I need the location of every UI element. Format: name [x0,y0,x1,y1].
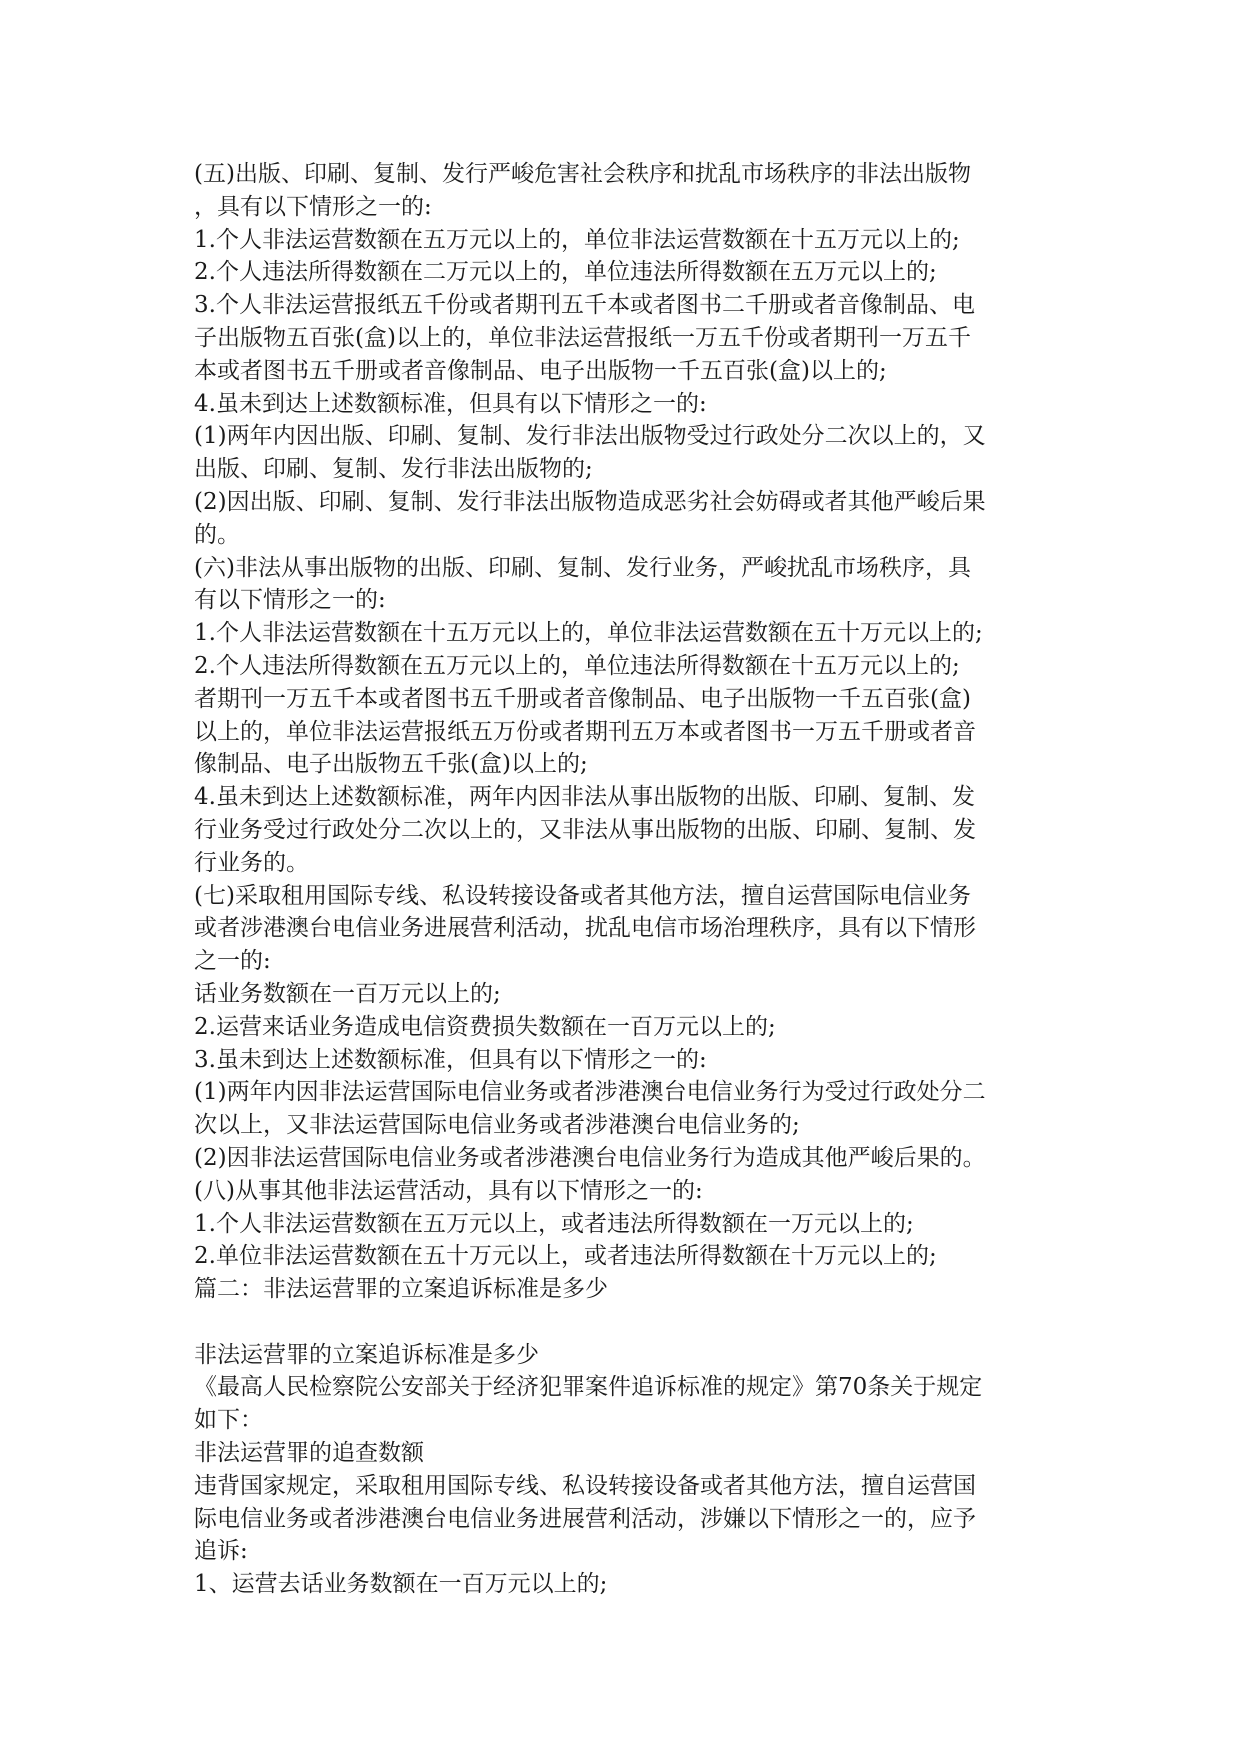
text-line: 像制品、电子出版物五千张(盒)以上的; [194,751,588,778]
text-line: 2.运营来话业务造成电信资费损失数额在一百万元以上的; [194,1013,776,1040]
text-line: 际电信业务或者涉港澳台电信业务进展营利活动，涉嫌以下情形之一的，应予 [194,1505,976,1532]
text-line: (七)采取租用国际专线、私设转接设备或者其他方法，擅自运营国际电信业务 [194,882,971,909]
text-line: 2.个人违法所得数额在五万元以上的，单位违法所得数额在十五万元以上的; [194,652,960,679]
text-line: (五)出版、印刷、复制、发行严峻危害社会秩序和扰乱市场秩序的非法出版物 [194,161,971,187]
text-line: (六)非法从事出版物的出版、印刷、复制、发行业务，严峻扰乱市场秩序，具 [194,554,971,581]
text-line: 话业务数额在一百万元以上的; [194,980,501,1007]
text-line: 2.个人违法所得数额在二万元以上的，单位违法所得数额在五万元以上的; [194,259,937,286]
text-line: 追诉: [194,1538,248,1565]
text-line: 有以下情形之一的: [194,587,386,614]
text-line: 行业务受过行政处分二次以上的，又非法从事出版物的出版、印刷、复制、发 [194,816,976,843]
text-line: 1、运营去话业务数额在一百万元以上的; [194,1571,608,1598]
text-line: 如下： [194,1407,263,1434]
text-line: 行业务的。 [194,849,309,876]
text-line: 《最高人民检察院公安部关于经济犯罪案件追诉标准的规定》第70条关于规定 [194,1374,983,1401]
text-line: 子出版物五百张(盒)以上的，单位非法运营报纸一万五千份或者期刊一万五千 [194,324,971,351]
text-line: 1.个人非法运营数额在五万元以上的，单位非法运营数额在十五万元以上的; [194,226,960,253]
text-line: 违背国家规定，采取租用国际专线、私设转接设备或者其他方法，擅自运营国 [194,1472,976,1499]
text-line: (2)因非法运营国际电信业务或者涉港澳台电信业务行为造成其他严峻后果的。 [194,1144,986,1171]
text-line: (八)从事其他非法运营活动，具有以下情形之一的: [194,1177,703,1204]
text-line: 或者涉港澳台电信业务进展营利活动，扰乱电信市场治理秩序，具有以下情形 [194,915,976,942]
text-line: 非法运营罪的追查数额 [194,1440,424,1467]
text-line: 非法运营罪的立案追诉标准是多少 [194,1341,539,1368]
document-body [194,158,1054,1601]
text-line: 次以上，又非法运营国际电信业务或者涉港澳台电信业务的; [194,1112,800,1139]
text-line: 4.虽未到达上述数额标准，两年内因非法从事出版物的出版、印刷、复制、发 [194,784,975,811]
text-line: ，具有以下情形之一的: [194,193,432,220]
blank-line [194,1306,1054,1339]
text-line: 本或者图书五千册或者音像制品、电子出版物一千五百张(盒)以上的; [194,357,887,384]
text-line: 以上的，单位非法运营报纸五万份或者期刊五万本或者图书一万五千册或者音 [194,718,976,745]
text-line: 1.个人非法运营数额在十五万元以上的，单位非法运营数额在五十万元以上的; [194,620,983,647]
text-line: 4.虽未到达上述数额标准，但具有以下情形之一的: [194,390,707,417]
text-line: (1)两年内因出版、印刷、复制、发行非法出版物受过行政处分二次以上的，又 [194,423,986,450]
text-line: 2.单位非法运营数额在五十万元以上，或者违法所得数额在十万元以上的; [194,1243,937,1270]
text-line: (1)两年内因非法运营国际电信业务或者涉港澳台电信业务行为受过行政处分二 [194,1079,986,1106]
text-line: 篇二：非法运营罪的立案追诉标准是多少 [194,1276,608,1303]
text-line: 3.个人非法运营报纸五千份或者期刊五千本或者图书二千册或者音像制品、电 [194,292,975,319]
text-line: (2)因出版、印刷、复制、发行非法出版物造成恶劣社会妨碍或者其他严峻后果 [194,488,986,515]
text-line: 出版、印刷、复制、发行非法出版物的; [194,456,593,483]
text-line: 3.虽未到达上述数额标准，但具有以下情形之一的: [194,1046,707,1073]
text-line: 之一的: [194,948,271,975]
text-line: 的。 [194,521,240,548]
text-line: 者期刊一万五千本或者图书五千册或者音像制品、电子出版物一千五百张(盒) [194,685,971,712]
text-line: 1.个人非法运营数额在五万元以上，或者违法所得数额在一万元以上的; [194,1210,914,1237]
